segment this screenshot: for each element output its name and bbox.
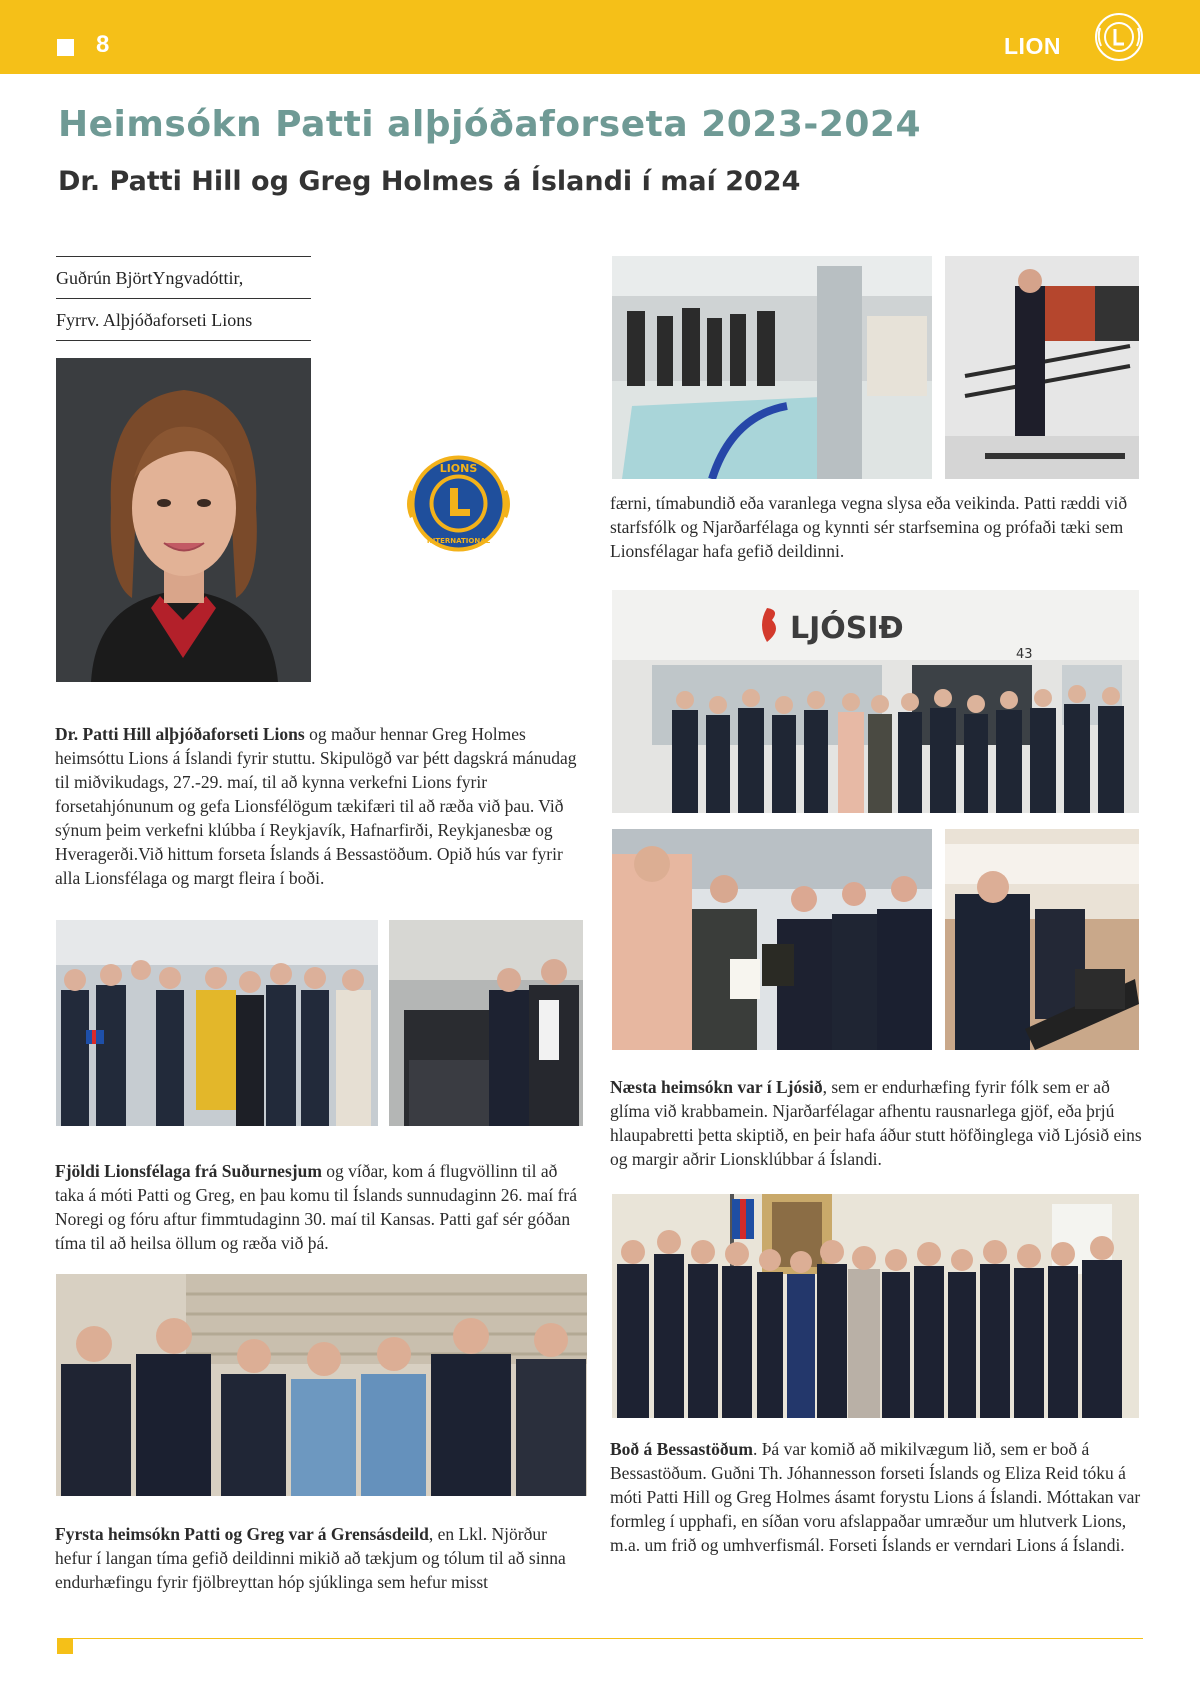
footer-rule	[58, 1638, 1143, 1639]
magazine-name: LION	[1004, 33, 1061, 59]
divider	[56, 340, 311, 341]
paragraph-ljosid	[610, 1075, 1145, 1171]
pool-visit-photo	[612, 256, 932, 479]
author-name: Guðrún BjörtYngvadóttir,	[56, 268, 244, 288]
ljosid-group-photo	[612, 590, 1139, 813]
bessastadir-text: . Þá var komið að mikilvægum lið, sem er boð á Bessastöðum. Guðni Th. Jóhannesson forseti Íslands og Eliza Reid tóku á móti Patti Hill og Greg Holmes ásamt forystu Lions á Íslandi. Móttakan var formleg í upphafi, en síðan voru afslappaðar umræður um hlutverk Lions, m.a. um frið og umhverfismál. Forseti Íslands er verndari Lions á Íslandi.	[610, 1439, 1141, 1555]
treadmill-photo	[945, 829, 1139, 1050]
luggage-photo	[389, 920, 583, 1126]
paragraph-bessastadir	[610, 1437, 1145, 1557]
portrait-photo	[56, 358, 311, 682]
author-role: Fyrrv. Alþjóðaforseti Lions	[56, 310, 253, 330]
bessastadir-lead: Boð á Bessastöðum	[610, 1439, 753, 1459]
paragraph-airport	[55, 1159, 585, 1255]
author-byline	[56, 256, 311, 341]
paragraph-grensas-continued	[610, 491, 1145, 563]
page-marker	[57, 39, 74, 56]
airport-lead: Fjöldi Lionsfélaga frá Suðurnesjum	[55, 1161, 322, 1181]
article-subtitle: Dr. Patti Hill og Greg Holmes á Íslandi í maí 2024	[58, 166, 801, 197]
intro-lead: Dr. Patti Hill alþjóðaforseti Lions	[55, 724, 305, 744]
paragraph-intro	[55, 722, 585, 890]
logo-top-text: LIONS	[439, 462, 478, 475]
grensas-lead: Fyrsta heimsókn Patti og Greg var á Grensásdeild	[55, 1524, 429, 1544]
ljosid-house-number: 43	[1016, 647, 1033, 662]
paragraph-grensas	[55, 1522, 585, 1594]
ljosid-lead: Næsta heimsókn var í Ljósið	[610, 1077, 823, 1097]
ljosid-text: , sem er endurhæfing fyrir fólk sem er að glíma við krabbamein. Njarðarfélagar afhentu rausnarlega gjöf, eða þrjú hlaupabretti þetta skiptið, en þeir hafa áður stutt höfðinglega við Ljósið eins og margir aðrir Lionsklúbbar á Íslandi.	[610, 1077, 1142, 1169]
paragraph-text: færni, tímabundið eða varanlega vegna slysa eða veikinda. Patti ræddi við starfsfólk og Njarðarfélaga og kynnti sér starfsemina og prófaði tæki sem Lionsfélagar hafa gefið deildinni.	[610, 493, 1128, 561]
donation-certificate-photo	[612, 829, 932, 1050]
lions-emblem-icon	[1094, 12, 1144, 62]
airport-group-photo	[56, 920, 378, 1126]
logo-bottom-text: INTERNATIONAL	[426, 537, 491, 545]
grensas-staff-photo	[56, 1274, 587, 1496]
header-bar	[0, 0, 1200, 74]
bessastadir-group-photo	[612, 1194, 1139, 1418]
intro-text: og maður hennar Greg Holmes heimsóttu Lions á Íslandi fyrir stuttu. Skipulögð var þétt dagskrá mánudag til miðvikudags, 27.-29. maí, til að kynna verkefni Lions fyrir forsetahjónunum og gefa Lionsfélögum tækifæri til að ræða við þau. Við sýnum þeim verkefni klúbba í Reykjavík, Hafnarfirði, Reykjanesbæ og Hveragerði.Við hittum forseta Íslands á Bessastöðum. Opið hús var fyrir alla Lionsfélaga og margt fleira í boði.	[55, 724, 577, 888]
lions-international-logo	[402, 450, 515, 557]
airport-text: og víðar, kom á flugvöllinn til að taka á móti Patti og Greg, en þau komu til Íslands sunnudaginn 26. maí frá Noregi og fóru aftur fimmtudaginn 30. maí til Kansas. Patti gaf sér góðan tíma til að heilsa öllum og ræða við þá.	[55, 1161, 577, 1253]
ljosid-sign-text: LJÓSIÐ	[790, 611, 904, 646]
article-title: Heimsókn Patti alþjóðaforseta 2023-2024	[58, 104, 922, 145]
grensas-text: , en Lkl. Njörður hefur í langan tíma gefið deildinni mikið að tækjum og tólum til að sinna endurhæfingu fyrir fjölbreyttan hóp sjúklinga sem hefur misst	[55, 1524, 566, 1592]
rehab-equipment-photo	[945, 256, 1139, 479]
page-number: 8	[96, 31, 110, 58]
footer-marker	[57, 1638, 73, 1654]
